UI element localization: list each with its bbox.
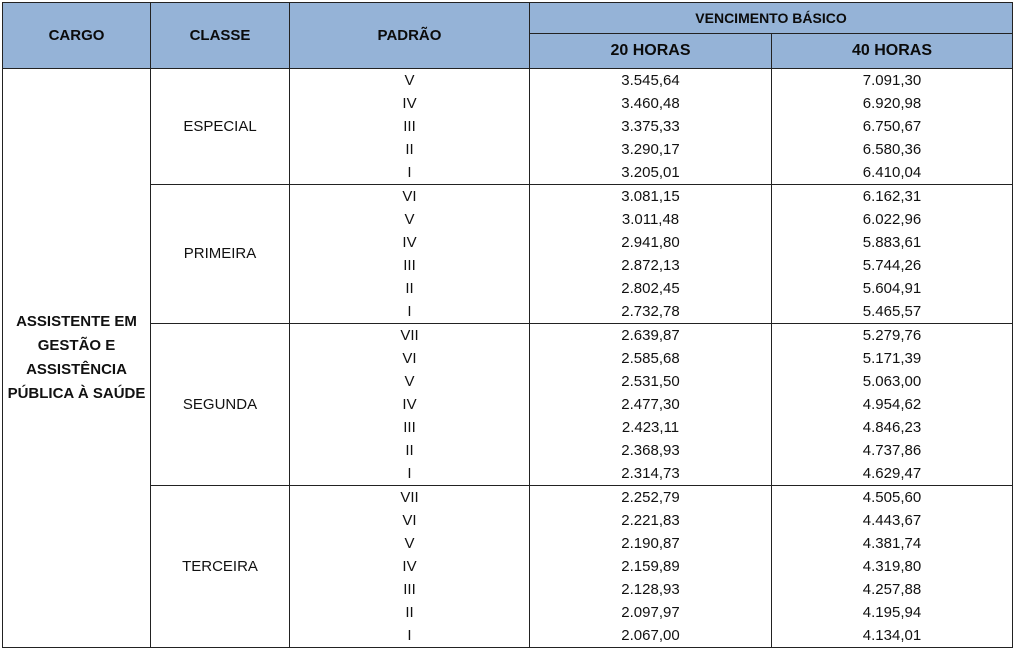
value-40h-cell: 4.505,60 — [772, 486, 1013, 510]
padrao-cell: III — [290, 115, 530, 138]
value-20h-cell: 2.128,93 — [530, 578, 772, 601]
header-vencimento-basico: VENCIMENTO BÁSICO — [530, 3, 1013, 34]
value-40h-cell: 6.580,36 — [772, 138, 1013, 161]
classe-cell: SEGUNDA — [151, 324, 290, 486]
header-40-horas: 40 HORAS — [772, 34, 1013, 69]
padrao-cell: II — [290, 277, 530, 300]
padrao-cell: II — [290, 439, 530, 462]
value-40h-cell: 4.443,67 — [772, 509, 1013, 532]
padrao-cell: III — [290, 416, 530, 439]
table-row — [3, 486, 1013, 510]
padrao-cell: I — [290, 161, 530, 185]
value-40h-cell: 4.319,80 — [772, 555, 1013, 578]
value-40h-cell: 4.846,23 — [772, 416, 1013, 439]
salary-table — [2, 2, 1013, 648]
value-20h-cell: 2.423,11 — [530, 416, 772, 439]
value-40h-cell: 5.465,57 — [772, 300, 1013, 324]
value-40h-cell: 4.257,88 — [772, 578, 1013, 601]
cargo-cell: ASSISTENTE EM GESTÃO E ASSISTÊNCIA PÚBLICA À SAÚDE — [3, 69, 151, 648]
value-20h-cell: 2.732,78 — [530, 300, 772, 324]
padrao-cell: VII — [290, 324, 530, 348]
classe-cell: TERCEIRA — [151, 486, 290, 648]
value-20h-cell: 2.872,13 — [530, 254, 772, 277]
value-40h-cell: 7.091,30 — [772, 69, 1013, 93]
value-20h-cell: 2.314,73 — [530, 462, 772, 486]
value-20h-cell: 2.252,79 — [530, 486, 772, 510]
value-40h-cell: 4.954,62 — [772, 393, 1013, 416]
padrao-cell: II — [290, 601, 530, 624]
value-40h-cell: 6.022,96 — [772, 208, 1013, 231]
padrao-cell: V — [290, 370, 530, 393]
value-40h-cell: 4.629,47 — [772, 462, 1013, 486]
padrao-cell: IV — [290, 393, 530, 416]
table-row — [3, 324, 1013, 348]
value-40h-cell: 5.279,76 — [772, 324, 1013, 348]
value-40h-cell: 4.381,74 — [772, 532, 1013, 555]
padrao-cell: III — [290, 254, 530, 277]
value-40h-cell: 6.920,98 — [772, 92, 1013, 115]
padrao-cell: VII — [290, 486, 530, 510]
value-20h-cell: 2.190,87 — [530, 532, 772, 555]
value-40h-cell: 4.195,94 — [772, 601, 1013, 624]
classe-cell: ESPECIAL — [151, 69, 290, 185]
padrao-cell: I — [290, 462, 530, 486]
value-20h-cell: 2.477,30 — [530, 393, 772, 416]
value-40h-cell: 5.744,26 — [772, 254, 1013, 277]
value-40h-cell: 4.737,86 — [772, 439, 1013, 462]
value-20h-cell: 2.802,45 — [530, 277, 772, 300]
value-40h-cell: 5.604,91 — [772, 277, 1013, 300]
padrao-cell: I — [290, 624, 530, 648]
table-row — [3, 69, 1013, 93]
table-row — [3, 185, 1013, 209]
value-20h-cell: 3.545,64 — [530, 69, 772, 93]
padrao-cell: V — [290, 69, 530, 93]
value-40h-cell: 6.410,04 — [772, 161, 1013, 185]
value-20h-cell: 2.221,83 — [530, 509, 772, 532]
value-20h-cell: 2.639,87 — [530, 324, 772, 348]
value-20h-cell: 3.081,15 — [530, 185, 772, 209]
value-40h-cell: 5.171,39 — [772, 347, 1013, 370]
header-20-horas: 20 HORAS — [530, 34, 772, 69]
padrao-cell: II — [290, 138, 530, 161]
table-body — [3, 69, 1013, 648]
value-20h-cell: 3.290,17 — [530, 138, 772, 161]
table-header — [3, 3, 1013, 69]
header-cargo: CARGO — [3, 3, 151, 69]
value-20h-cell: 2.585,68 — [530, 347, 772, 370]
value-20h-cell: 2.159,89 — [530, 555, 772, 578]
header-classe: CLASSE — [151, 3, 290, 69]
value-20h-cell: 2.067,00 — [530, 624, 772, 648]
padrao-cell: V — [290, 532, 530, 555]
padrao-cell: IV — [290, 555, 530, 578]
padrao-cell: IV — [290, 92, 530, 115]
classe-cell: PRIMEIRA — [151, 185, 290, 324]
value-20h-cell: 3.460,48 — [530, 92, 772, 115]
value-20h-cell: 2.097,97 — [530, 601, 772, 624]
value-20h-cell: 2.531,50 — [530, 370, 772, 393]
padrao-cell: VI — [290, 185, 530, 209]
value-40h-cell: 6.750,67 — [772, 115, 1013, 138]
value-40h-cell: 5.063,00 — [772, 370, 1013, 393]
value-20h-cell: 3.011,48 — [530, 208, 772, 231]
header-padrao: PADRÃO — [290, 3, 530, 69]
padrao-cell: VI — [290, 347, 530, 370]
value-20h-cell: 3.375,33 — [530, 115, 772, 138]
padrao-cell: VI — [290, 509, 530, 532]
value-40h-cell: 5.883,61 — [772, 231, 1013, 254]
padrao-cell: V — [290, 208, 530, 231]
value-40h-cell: 4.134,01 — [772, 624, 1013, 648]
value-20h-cell: 2.941,80 — [530, 231, 772, 254]
padrao-cell: IV — [290, 231, 530, 254]
value-20h-cell: 2.368,93 — [530, 439, 772, 462]
value-20h-cell: 3.205,01 — [530, 161, 772, 185]
value-40h-cell: 6.162,31 — [772, 185, 1013, 209]
padrao-cell: I — [290, 300, 530, 324]
padrao-cell: III — [290, 578, 530, 601]
